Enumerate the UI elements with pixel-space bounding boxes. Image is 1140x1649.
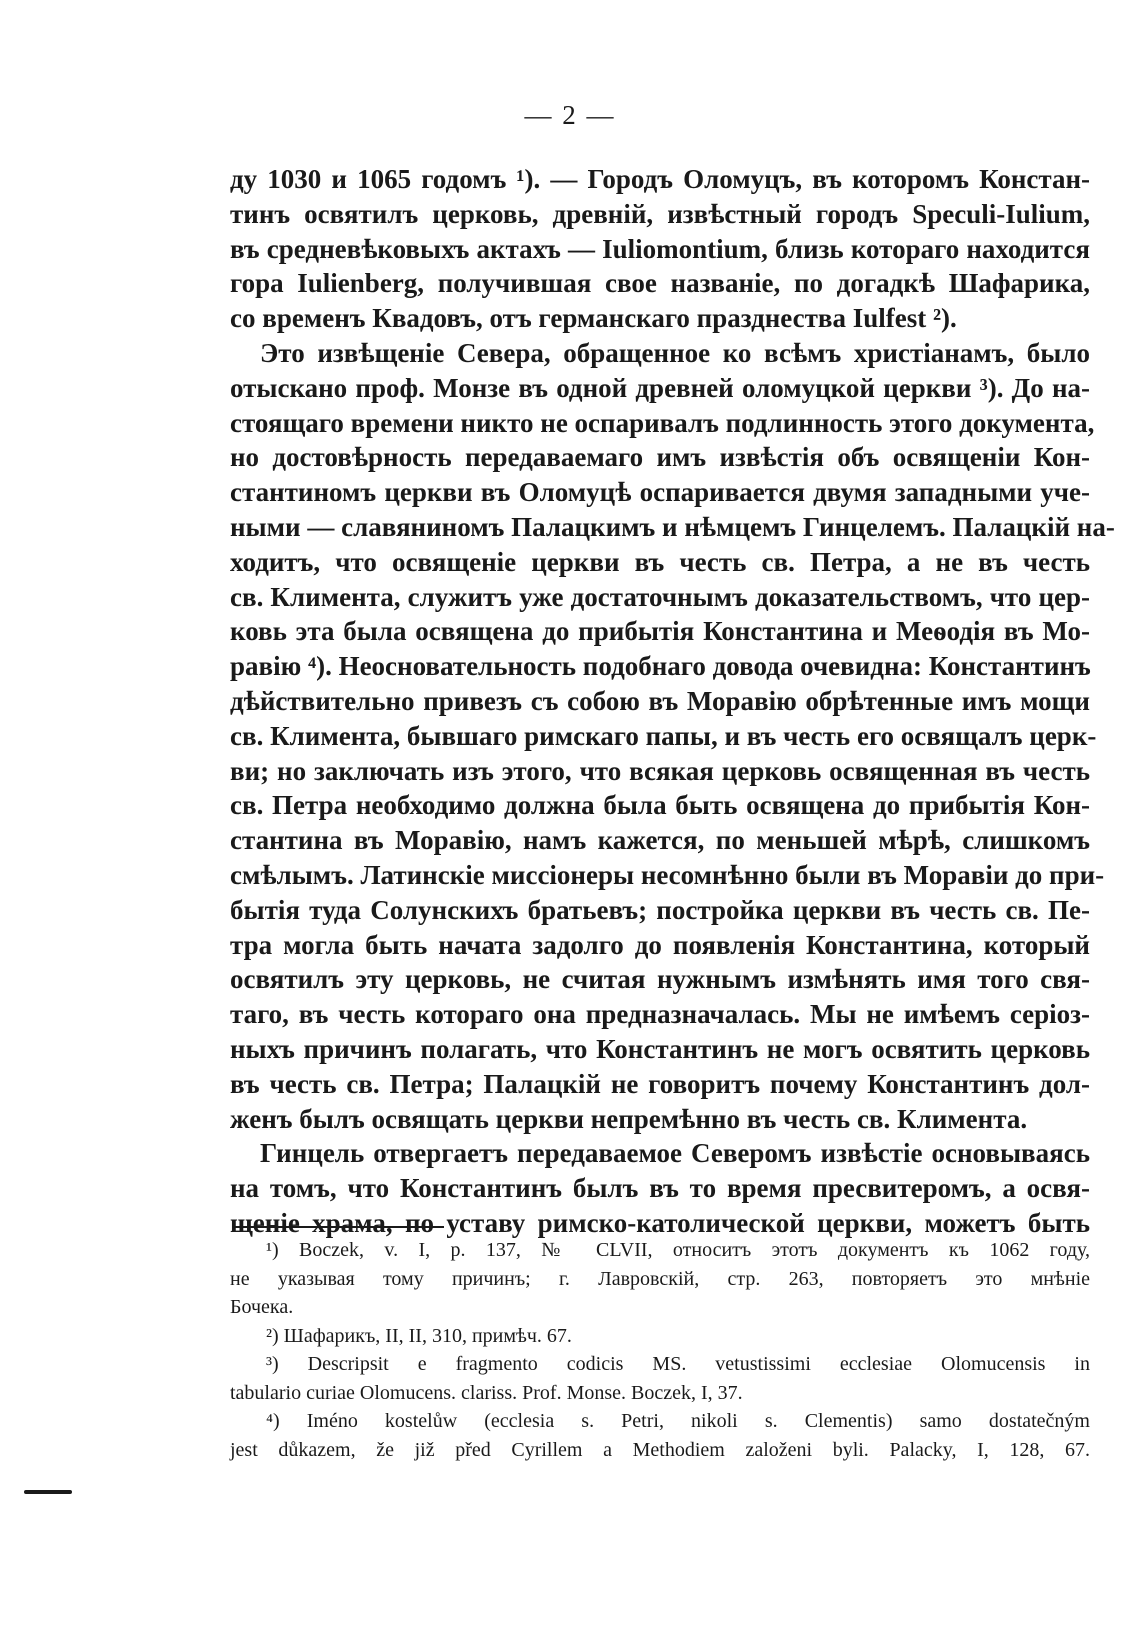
text-line: на томъ, что Константинъ былъ въ то время пресвитеромъ, а освя- bbox=[230, 1173, 1090, 1204]
text-line: стантина въ Моравію, намъ кажется, по меньшей мѣрѣ, слишкомъ bbox=[230, 825, 1090, 856]
text-line: гора Iulienberg, получившая свое названіе, по догадкѣ Шафарика, bbox=[230, 268, 1090, 299]
text-line: ными — славяниномъ Палацкимъ и нѣмцемъ Гинцелемъ. Палацкій на- bbox=[230, 511, 1115, 542]
text-line: ви; но заключать изъ этого, что всякая церковь освященная въ честь bbox=[230, 755, 1090, 786]
footnote-line: ²) Шафарикъ, II, II, 310, примѣч. 67. bbox=[266, 1324, 572, 1347]
text-line: въ честь св. Петра; Палацкій не говоритъ почему Константинъ дол- bbox=[230, 1068, 1090, 1099]
text-line: равію ⁴). Неосновательность подобнаго довода очевидна: Константинъ bbox=[230, 651, 1091, 682]
text-line: таго, въ честь котораго она предназначалась. Мы не имѣемъ серіоз- bbox=[230, 999, 1090, 1030]
text-line: ковь эта была освящена до прибытія Константина и Меѳодія въ Мо- bbox=[230, 616, 1090, 647]
text-line: тинъ освятилъ церковь, древній, извѣстный городъ Speculi-Iulium, bbox=[230, 198, 1090, 229]
text-line: стантиномъ церкви въ Оломуцѣ оспаривается двумя западными уче- bbox=[230, 477, 1090, 508]
text-line: св. Климента, бывшаго римскаго папы, и въ честь его освящалъ церк- bbox=[230, 720, 1097, 751]
text-line: дѣйствительно привезъ съ собою въ Моравію обрѣтенные имъ мощи bbox=[230, 685, 1090, 716]
footnote-line: jest důkazem, že již před Cyrillem a Methodiem založeni byli. Palacky, I, 128, 67. bbox=[230, 1438, 1090, 1461]
text-line: освятилъ эту церковь, не считая нужнымъ измѣнять имя того свя- bbox=[230, 964, 1090, 995]
footnote-line: Бочека. bbox=[230, 1296, 294, 1318]
margin-mark bbox=[24, 1490, 72, 1494]
footnote-line: tabulario curiae Olomucens. clariss. Prof. Monse. Boczek, I, 37. bbox=[230, 1381, 743, 1404]
text-line: но достовѣрность передаваемаго имъ извѣстія объ освященіи Кон- bbox=[230, 442, 1090, 473]
text-line: стоящаго времени никто не оспаривалъ подлинность этого документа, bbox=[230, 407, 1095, 438]
footnotes bbox=[230, 1236, 1090, 1464]
text-line: Это извѣщеніе Севера, обращенное ко всѣмъ христіанамъ, было bbox=[260, 337, 1090, 368]
text-line: св. Климента, служитъ уже достаточнымъ доказательствомъ, что цер- bbox=[230, 581, 1090, 612]
text-line: бытія туда Солунскихъ братьевъ; постройка церкви въ честь св. Пе- bbox=[230, 894, 1090, 925]
footnote-separator bbox=[232, 1226, 444, 1228]
text-line: ныхъ причинъ полагать, что Константинъ не могъ освятить церковь bbox=[230, 1033, 1090, 1064]
text-line: ду 1030 и 1065 годомъ ¹). — Городъ Оломуцъ, въ которомъ Констан- bbox=[230, 164, 1090, 194]
text-line: ходитъ, что освященіе церкви въ честь св. Петра, а не въ честь bbox=[230, 546, 1090, 577]
text-line: смѣлымъ. Латинскіе миссіонеры несомнѣнно были въ Моравіи до при- bbox=[230, 859, 1105, 890]
footnote-line: ¹) Boczek, v. I, p. 137, № CLVII, относитъ этотъ документъ къ 1062 году, bbox=[266, 1239, 1090, 1261]
footnote-line: ³) Descripsit e fragmento codicis MS. vetustissimi ecclesiae Olomucensis in bbox=[266, 1353, 1090, 1375]
text-line: со временъ Квадовъ, отъ германскаго празднества Iulfest ²). bbox=[230, 303, 957, 334]
footnote-line: не указывая тому причинъ; г. Лавровскій, стр. 263, повторяетъ это мнѣніе bbox=[230, 1267, 1090, 1290]
text-line: тра могла быть начата задолго до появленія Константина, который bbox=[230, 929, 1090, 960]
text-line: женъ былъ освящать церкви непремѣнно въ честь св. Климента. bbox=[230, 1103, 1028, 1134]
footnote-line: ⁴) Iméno kostelůw (ecclesia s. Petri, nikoli s. Clementis) samo dostatečným bbox=[266, 1410, 1090, 1432]
page-number: — 2 — bbox=[524, 100, 616, 130]
text-line: въ средневѣковыхъ актахъ — Iuliomontium, близь котораго находится bbox=[230, 233, 1090, 264]
text-line: отыскано проф. Монзе въ одной древней оломуцкой церкви ³). До на- bbox=[230, 372, 1090, 403]
text-line: Гинцель отвергаетъ передаваемое Северомъ извѣстіе основываясь bbox=[260, 1138, 1090, 1169]
text-line: св. Петра необходимо должна была быть освящена до прибытія Кон- bbox=[230, 790, 1090, 821]
text-line: щеніе храма, по уставу римско-католической церкви, можетъ быть bbox=[230, 1207, 1090, 1238]
body-text bbox=[230, 162, 1115, 1241]
